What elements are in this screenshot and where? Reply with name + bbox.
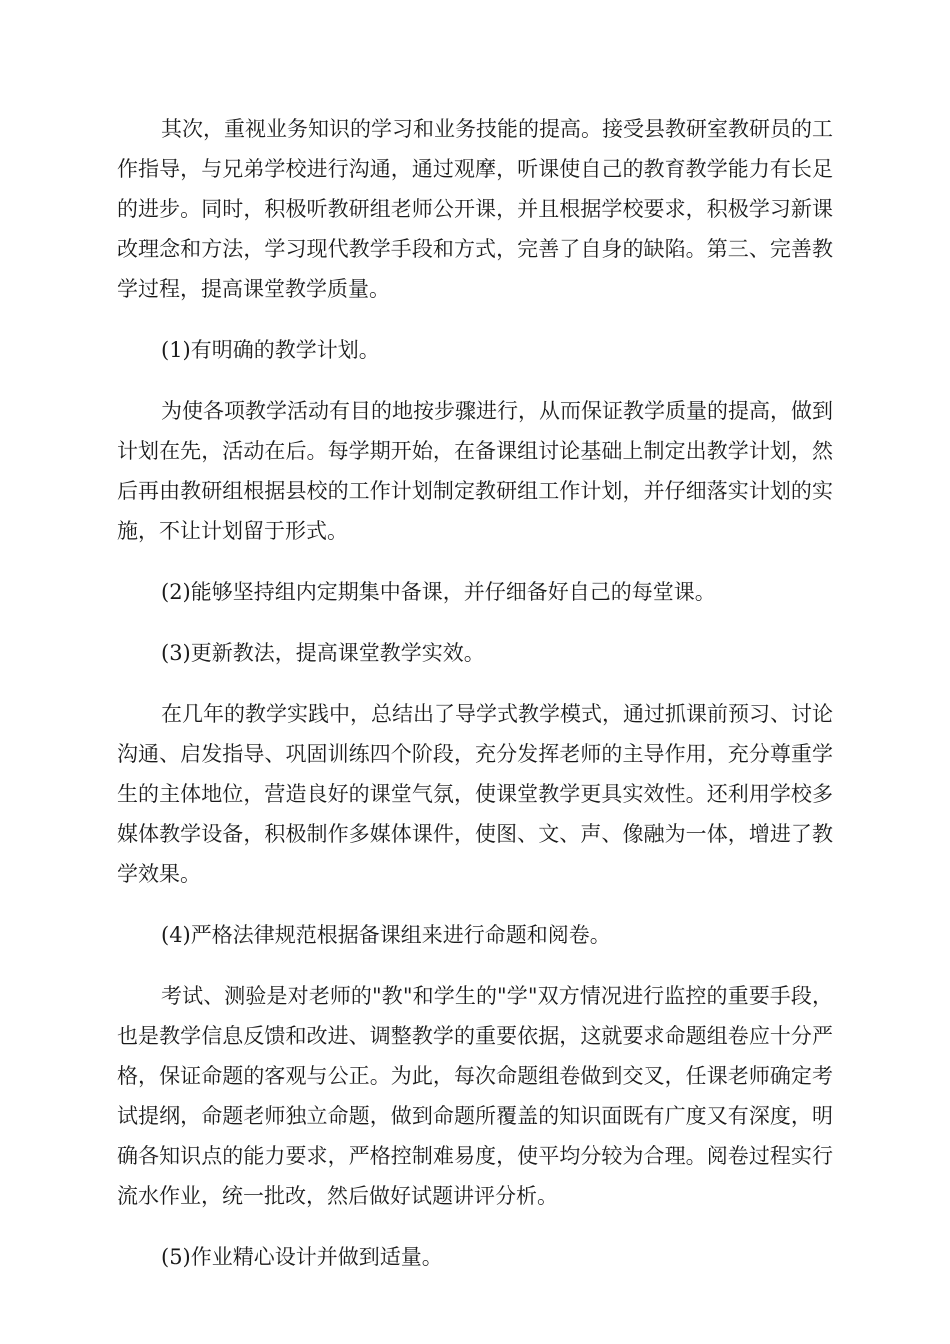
item-homework-design: (5)作业精心设计并做到适量。 bbox=[161, 1245, 443, 1269]
item-exam-grading: (4)严格法律规范根据备课组来进行命题和阅卷。 bbox=[161, 923, 611, 947]
paragraph-teaching-model: 在几年的教学实践中，总结出了导学式教学模式，通过抓课前预习、讨论沟通、启发指导、巩固训练四个阶段，充分发挥老师的主导作用，充分尊重学生的主体地位，营造良好的课堂气氛，使课堂教学更具实效性。还利用学校多媒体教学设备，积极制作多媒体课件，使图、文、声、像融为一体，增进了教学效果。 bbox=[117, 702, 833, 886]
paragraph-teaching-plan: 为使各项教学活动有目的地按步骤进行，从而保证教学质量的提高，做到计划在先，活动在后。每学期开始，在备课组讨论基础上制定出教学计划，然后再由教研组根据县校的工作计划制定教研组工作计划，并仔细落实计划的实施，不让计划留于形式。 bbox=[117, 399, 833, 543]
document-body bbox=[117, 109, 833, 1298]
item-collective-lesson-prep: (2)能够坚持组内定期集中备课，并仔细备好自己的每堂课。 bbox=[161, 580, 716, 604]
item-update-methods: (3)更新教法，提高课堂教学实效。 bbox=[161, 641, 485, 665]
paragraph-professional-learning: 其次，重视业务知识的学习和业务技能的提高。接受县教研室教研员的工作指导，与兄弟学校进行沟通，通过观摩，听课使自己的教育教学能力有长足的进步。同时，积极听教研组老师公开课，并且根据学校要求，积极学习新课改理念和方法，学习现代教学手段和方式，完善了自身的缺陷。第三、完善教学过程，提高课堂教学质量。 bbox=[117, 117, 833, 301]
paragraph-exam-grading: 考试、测验是对老师的"教"和学生的"学"双方情况进行监控的重要手段，也是教学信息反馈和改进、调整教学的重要依据，这就要求命题组卷应十分严格，保证命题的客观与公正。为此，每次命题组卷做到交叉，任课老师确定考试提纲，命题老师独立命题，做到命题所覆盖的知识面既有广度又有深度，明确各知识点的能力要求，严格控制难易度，使平均分较为合理。阅卷过程实行流水作业，统一批改，然后做好试题讲评分析。 bbox=[117, 984, 833, 1208]
item-teaching-plan: (1)有明确的教学计划。 bbox=[161, 338, 380, 362]
